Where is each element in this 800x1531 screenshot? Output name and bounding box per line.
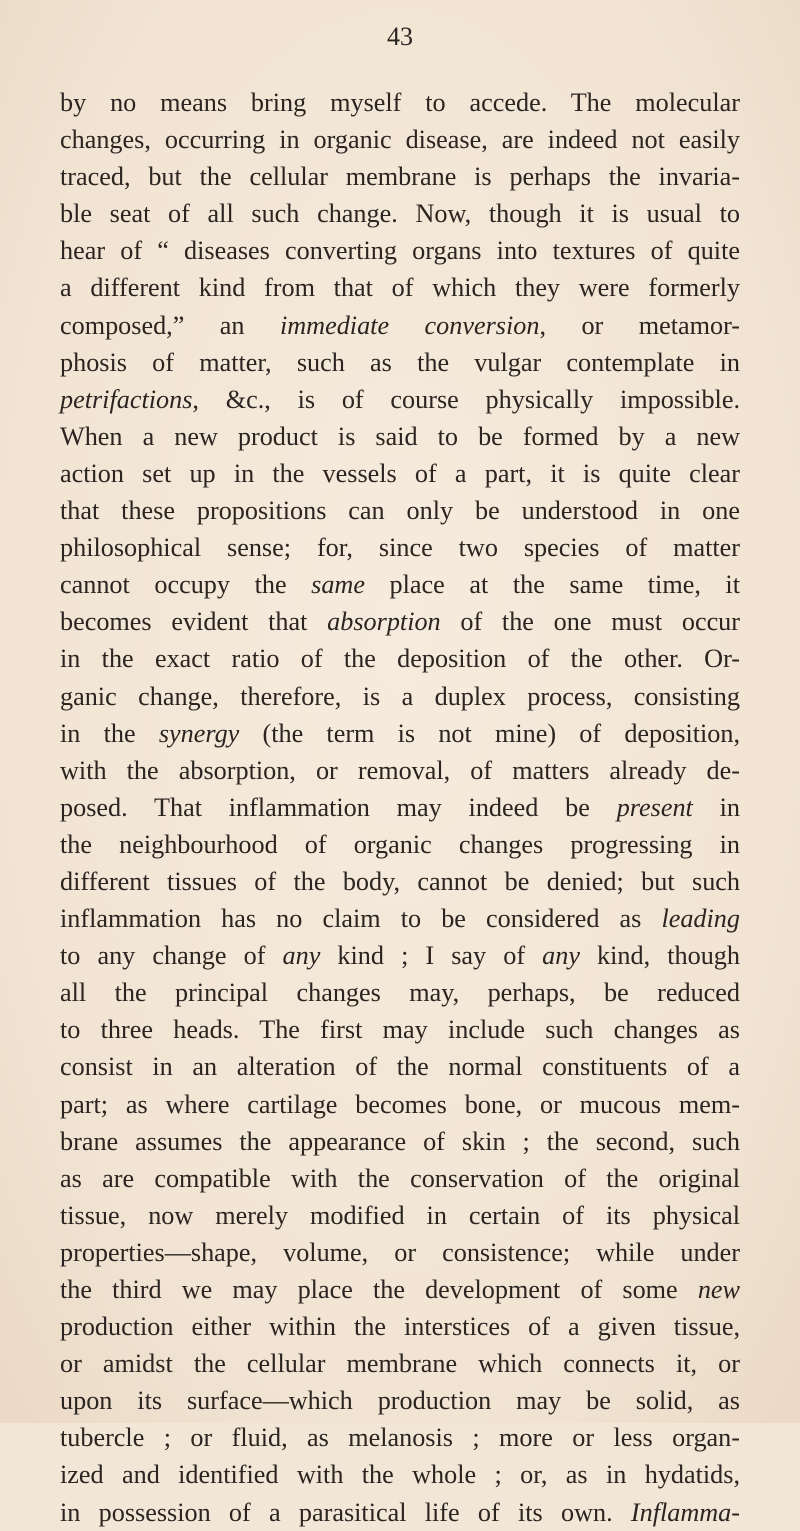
text-run: to any change of <box>60 941 283 971</box>
text-line <box>60 1011 740 1048</box>
text-line <box>60 1382 740 1419</box>
text-line <box>60 640 740 677</box>
italic-text: any <box>282 941 321 971</box>
text-run: kind, though <box>579 941 740 971</box>
text-run: to three heads. The first may include such changes as <box>60 1015 740 1045</box>
italic-text: present <box>616 792 693 822</box>
text-run: ganic change, therefore, is a duplex process, consisting <box>60 681 740 711</box>
text-line <box>60 195 740 232</box>
text-line <box>60 678 740 715</box>
text-line <box>60 158 740 195</box>
text-run: When a new product is said to be formed by a new <box>60 421 740 451</box>
body-text <box>60 84 740 1531</box>
text-line <box>60 344 740 381</box>
text-run: a different kind from that of which they were formerly <box>60 273 740 303</box>
text-line <box>60 1345 740 1382</box>
text-line <box>60 121 740 158</box>
italic-text: absorption <box>327 607 441 637</box>
text-line <box>60 529 740 566</box>
text-line <box>60 84 740 121</box>
text-run: tubercle ; or fluid, as melanosis ; more or less organ- <box>60 1423 740 1453</box>
text-run: ized and identified with the whole ; or, as in hydatids, <box>60 1460 740 1490</box>
text-run: by no means bring myself to accede. The molecular <box>60 88 740 117</box>
text-run: phosis of matter, such as the vulgar contemplate in <box>60 347 740 377</box>
text-run: properties—shape, volume, or consistence; while under <box>60 1237 740 1267</box>
text-line <box>60 826 740 863</box>
text-run: changes, occurring in organic disease, are indeed not easily <box>60 125 740 155</box>
text-line <box>60 381 740 418</box>
text-line <box>60 1086 740 1123</box>
text-run: , &c., is of course physically impossible. <box>192 384 740 414</box>
text-run: composed,” an <box>60 310 280 340</box>
text-line <box>60 937 740 974</box>
text-run: in possession of a parasitical life of its own. <box>60 1497 631 1527</box>
text-run: with the absorption, or removal, of matters already de- <box>60 755 740 785</box>
text-run: production either within the interstices of a given tissue, <box>60 1312 740 1342</box>
text-run: kind ; I say of <box>320 941 543 971</box>
text-run: cannot occupy the <box>60 570 312 600</box>
text-line <box>60 566 740 603</box>
text-run: in <box>692 792 741 822</box>
text-run: becomes evident that <box>60 607 328 637</box>
text-run: upon its surface—which production may be solid, as <box>60 1386 740 1416</box>
text-line <box>60 1048 740 1085</box>
text-line <box>60 1271 740 1308</box>
text-line <box>60 455 740 492</box>
text-line <box>60 603 740 640</box>
text-line <box>60 1160 740 1197</box>
text-run: traced, but the cellular membrane is perhaps the invaria- <box>60 162 740 192</box>
text-run: the third we may place the development of some <box>60 1275 698 1304</box>
text-line <box>60 1494 740 1531</box>
text-line <box>60 269 740 306</box>
text-run: different tissues of the body, cannot be denied; but such <box>60 866 740 896</box>
text-run: ble seat of all such change. Now, though it is usual to <box>60 199 740 229</box>
text-run: of the one must occur <box>440 607 741 637</box>
text-line <box>60 900 740 937</box>
text-run: that these propositions can only be understood in one <box>60 496 740 526</box>
text-run: all the principal changes may, perhaps, be reduced <box>60 978 740 1008</box>
italic-text: any <box>542 941 580 971</box>
text-run: philosophical sense; for, since two species of matter <box>60 533 740 563</box>
text-run: hear of “ diseases converting organs into textures of quite <box>60 236 740 266</box>
italic-text: immediate conversion <box>279 310 540 340</box>
text-line <box>60 307 740 344</box>
text-run: the neighbourhood of organic changes progressing in <box>60 829 740 859</box>
text-run: consist in an alteration of the normal constituents of a <box>60 1052 740 1082</box>
text-run: , or metamor- <box>539 310 740 340</box>
text-run: or amidst the cellular membrane which connects it, or <box>60 1349 740 1379</box>
text-line <box>60 418 740 455</box>
italic-text: synergy <box>158 718 240 748</box>
italic-text: petrifactions <box>60 384 193 414</box>
text-line <box>60 789 740 826</box>
italic-text: same <box>311 570 365 600</box>
text-line <box>60 974 740 1011</box>
text-line <box>60 1456 740 1493</box>
italic-text: leading <box>661 904 740 934</box>
text-line <box>60 1197 740 1234</box>
text-run: place at the same time, it <box>364 570 740 600</box>
page-number: 43 <box>387 22 413 51</box>
text-run: brane assumes the appearance of skin ; the second, such <box>60 1126 740 1156</box>
text-line <box>60 1123 740 1160</box>
text-line <box>60 232 740 269</box>
text-run: in the <box>60 718 159 748</box>
text-line <box>60 715 740 752</box>
text-run: (the term is not mine) of deposition, <box>239 718 740 748</box>
text-line <box>60 1308 740 1345</box>
text-line <box>60 752 740 789</box>
italic-text: new <box>697 1275 740 1304</box>
text-run: as are compatible with the conservation of the original <box>60 1163 740 1193</box>
text-run: in the exact ratio of the deposition of the other. Or- <box>60 644 740 674</box>
text-line <box>60 492 740 529</box>
text-run: part; as where cartilage becomes bone, or mucous mem- <box>60 1089 740 1119</box>
text-run: tissue, now merely modified in certain of its physical <box>60 1200 740 1230</box>
text-line <box>60 1234 740 1271</box>
text-line <box>60 1419 740 1456</box>
text-run: posed. That inflammation may indeed be <box>60 792 617 822</box>
text-run: inflammation has no claim to be considered as <box>60 904 662 934</box>
text-run: action set up in the vessels of a part, it is quite clear <box>60 458 740 488</box>
text-line <box>60 863 740 900</box>
italic-text: Inflamma- <box>630 1497 740 1527</box>
